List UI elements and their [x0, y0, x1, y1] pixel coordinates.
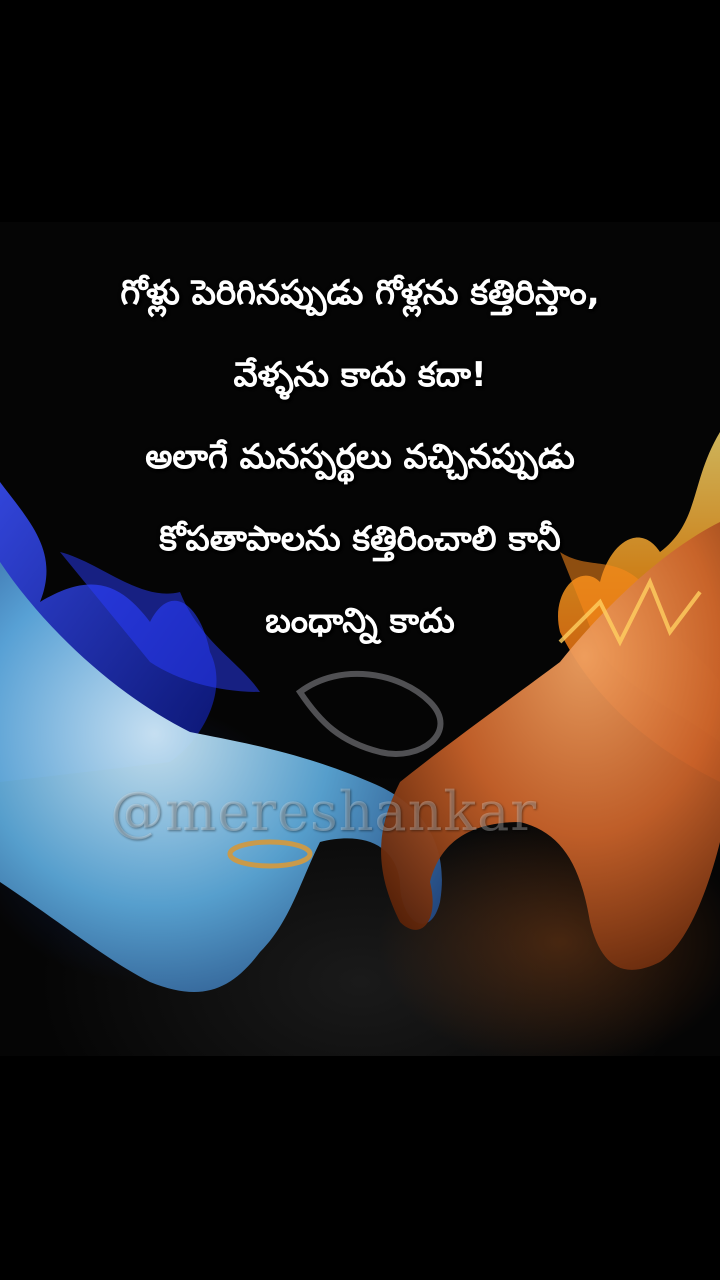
smoke-swirl — [300, 674, 440, 754]
watermark-text: @mereshankar — [110, 780, 538, 843]
quote-line: గోళ్లు పెరిగినప్పుడు గోళ్లను కత్తిరిస్తాం, — [120, 273, 600, 313]
quote-line: బంధాన్ని కాదు — [265, 601, 455, 641]
quote-text — [0, 252, 720, 662]
quote-line: కోపతాపాలను కత్తిరించాలి కానీ — [159, 519, 561, 559]
quote-line: అలాగే మనస్పర్థలు వచ్చినప్పుడు — [145, 437, 575, 477]
quote-line: వేళ్ళను కాదు కదా! — [233, 355, 487, 395]
quote-image[interactable] — [0, 222, 720, 1056]
